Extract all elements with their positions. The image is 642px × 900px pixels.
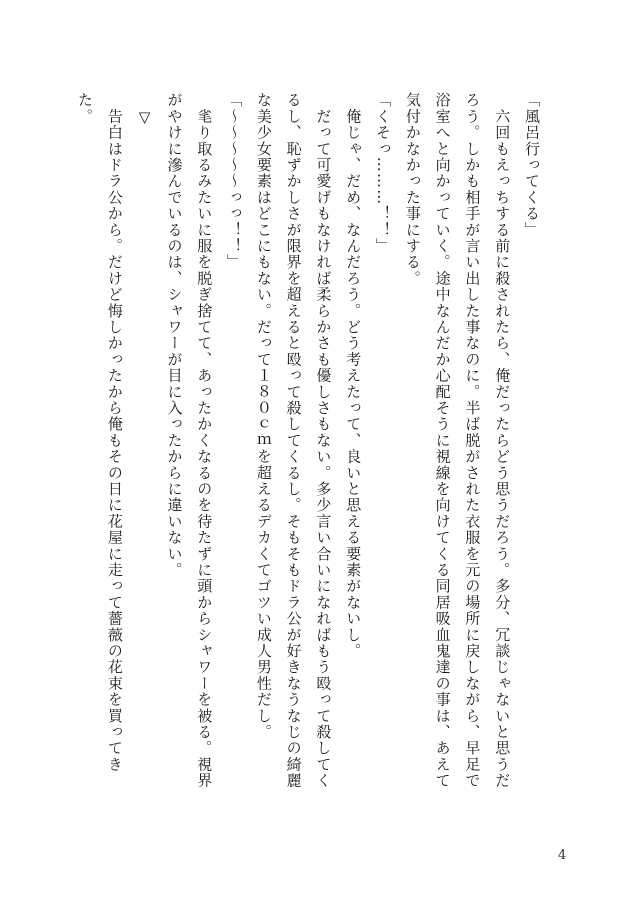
- paragraph: 六回もえっちする前に殺されたら、俺だったらどう思うだろう。多分、冗談じゃないと思うだろう。しかも相手が言い出した事なのに。半ば脱がされた衣服を元の場所に戻しながら、早足で浴室へと向かっていく。途中なんだか心配そうに視線を向けてくる同居吸血鬼達の事は、あえて気付かなかった事にする。: [403, 92, 512, 789]
- scene-break-marker: ▽: [135, 92, 154, 128]
- paragraph: 告白はドラ公から。だけど悔しかったから俺もその日に花屋に走って薔薇の花束を買ってきた。: [76, 92, 124, 773]
- page-number: 4: [558, 848, 567, 863]
- paragraph-dialogue: 「〜〜〜〜〜っっ！！」: [225, 92, 244, 271]
- paragraph-dialogue: 「くそっ………！！」: [374, 92, 393, 254]
- paragraph: 俺じゃ、だめ、なんだろう。どう考えたって、良いと思える要素がないし。: [344, 92, 363, 659]
- paragraph: 毟り取るみたいに服を脱ぎ捨てて、あったかくなるのを待たずに頭からシャワーを被る。視界がやけに滲んでいるのは、シャワーが目に入ったからに違いない。: [165, 92, 214, 789]
- paragraph: だって可愛げもなければ柔らかさも優しさもない。多少言い合いになればもう殴って殺してくるし、恥ずかしさが限界を超えると殴って殺してくるし。そもそもドラ公が好きなうなじの綺麗な美少女要素はどこにもない。だって１８０ｃｍを超えるデカくてゴツい成人男性だし。: [254, 92, 333, 789]
- vertical-text-body: [76, 92, 546, 798]
- paragraph-dialogue: 「風呂行ってくる」: [523, 92, 541, 238]
